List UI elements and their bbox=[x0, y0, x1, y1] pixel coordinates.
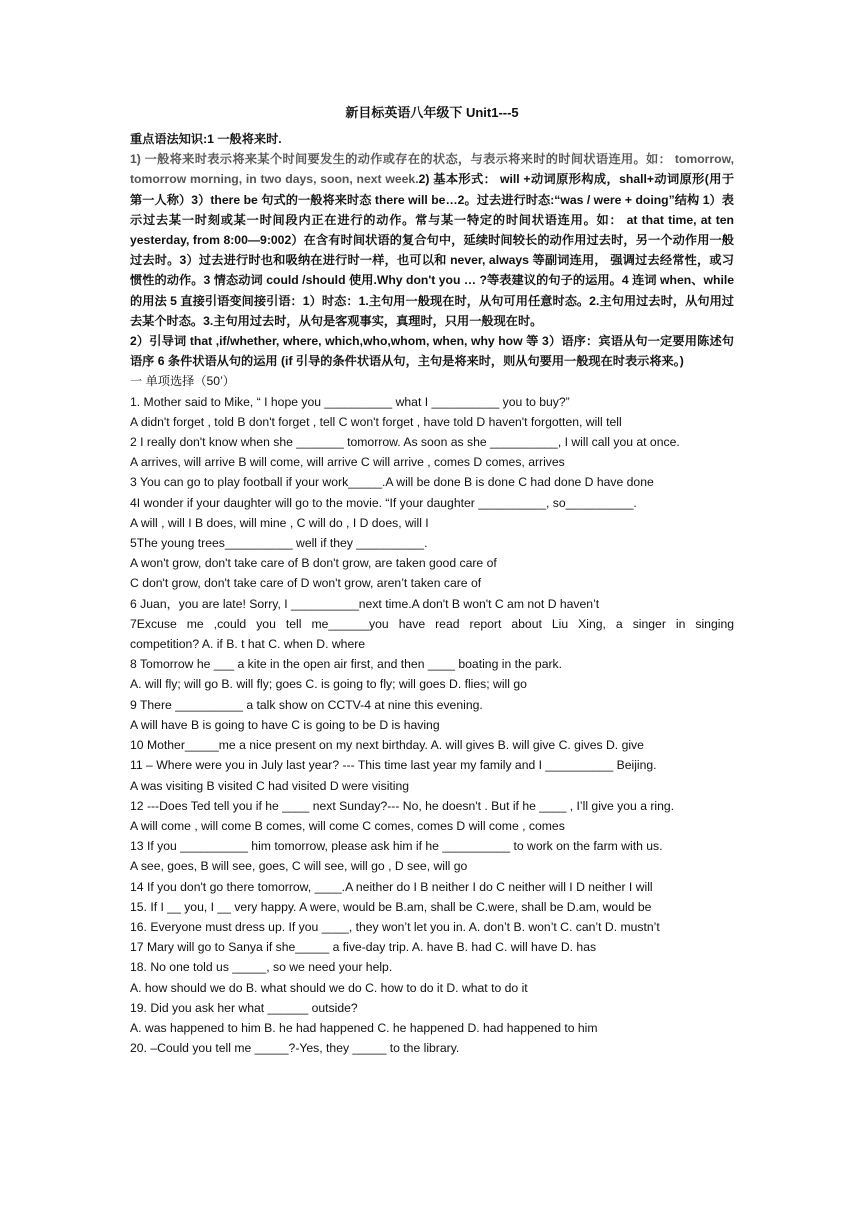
grammar-paragraph-2: 2）引导词 that ,if/whether, where, which,who,whom, when, why how 等 3）语序：宾语从句一定要用陈述句语序 6 条件状语从句的运用 (if 引导的条件状语从句，主句是将来时，则从句要用一般现在时表示将来。) bbox=[130, 334, 734, 369]
question-line: 5The young trees__________ well if they __________. bbox=[130, 536, 428, 551]
question-line: 1. Mother said to Mike, “ I hope you __________ what I __________ you to buy?” bbox=[130, 394, 570, 409]
question-line: 16. Everyone must dress up. If you ____, they won’t let you in. A. don’t B. won’t C. can’t D. mustn’t bbox=[130, 919, 660, 934]
question-line: A will , will I B does, will mine , C will do , I D does, will I bbox=[130, 515, 429, 530]
question-line: 6 Juan，you are late! Sorry, I __________next time.A don't B won't C am not D haven’t bbox=[130, 596, 600, 611]
question-line: 15. If I __ you, I __ very happy. A were, would be B.am, shall be C.were, shall be D.am, would be bbox=[130, 899, 652, 914]
question-line: 7Excuse me ,could you tell me______you have read report about Liu Xing, a singer in singing bbox=[130, 616, 734, 631]
question-line: A arrives, will arrive B will come, will arrive C will arrive , comes D comes, arrives bbox=[130, 455, 565, 470]
question-line: A didn't forget , told B don't forget , tell C won't forget , have told D haven't forgotten, will tell bbox=[130, 414, 622, 429]
section-heading: 一 单项选择（50’） bbox=[130, 374, 235, 389]
question-line: 17 Mary will go to Sanya if she_____ a five-day trip. A. have B. had C. will have D. has bbox=[130, 940, 597, 955]
question-line: 13 If you __________ him tomorrow, please ask him if he __________ to work on the farm with us. bbox=[130, 839, 663, 854]
question-line: 8 Tomorrow he ___ a kite in the open air first, and then ____ boating in the park. bbox=[130, 657, 563, 672]
question-line: 9 There __________ a talk show on CCTV-4 at nine this evening. bbox=[130, 697, 483, 712]
question-line: 12 ---Does Ted tell you if he ____ next Sunday?--- No, he doesn't . But if he ____ , I’ll give you a ring. bbox=[130, 798, 675, 813]
question-line: 10 Mother_____me a nice present on my next birthday. A. will gives B. will give C. gives D. give bbox=[130, 738, 644, 753]
question-line: A was visiting B visited C had visited D were visiting bbox=[130, 778, 410, 793]
question-list bbox=[130, 392, 734, 1059]
grammar-paragraph-1-lead: 1) 一般将来时表示将来某个时间要发生的动作或存在的状态，与表示将来时的时间状语连用。如： tomorrow, tomorrow morning, in two days, soon, next week. bbox=[130, 152, 734, 187]
question-line: A. was happened to him B. he had happened C. he happened D. had happened to him bbox=[130, 1020, 598, 1035]
question-line: 3 You can go to play football if your work_____.A will be done B is done C had done D have done bbox=[130, 475, 654, 490]
question-line: A will have B is going to have C is going to be D is having bbox=[130, 717, 440, 732]
question-line: C don't grow, don't take care of D won't grow, aren’t taken care of bbox=[130, 576, 482, 591]
question-line: 19. Did you ask her what ______ outside? bbox=[130, 1000, 358, 1015]
question-line: 2 I really don't know when she _______ tomorrow. As soon as she __________, I will call you at once. bbox=[130, 435, 680, 450]
question-line: 20. –Could you tell me _____?-Yes, they _____ to the library. bbox=[130, 1041, 460, 1056]
question-line: A will come , will come B comes, will come C comes, comes D will come , comes bbox=[130, 818, 565, 833]
question-line: A. will fly; will go B. will fly; goes C. is going to fly; will goes D. flies; will go bbox=[130, 677, 527, 692]
question-line: A see, goes, B will see, goes, C will see, will go , D see, will go bbox=[130, 859, 468, 874]
document-title: 新目标英语八年级下 Unit1---5 bbox=[345, 105, 519, 120]
question-line: 4I wonder if your daughter will go to the movie. “If your daughter __________, so__________. bbox=[130, 495, 637, 510]
grammar-paragraph-1-body: 2) 基本形式： will +动词原形构成，shall+动词原形(用于第一人称）3）there be 句式的一般将来时态 there will be…2。过去进行时态:“was / were + doing”结构 1）表示过去某一时刻或某一时间段内正在进行的动作。常与某一特定的时间状语连用。如： at that time, at ten yesterday, from 8:00—9:002）在含有时间状语的复合句中，延续时间较长的动作用过去时，另一个动作用一般过去时。3）过去进行时也和吸纳在进行时一样，也可以和 never, always 等副词连用， 强调过去经常性，或习惯性的动作。3 情态动词 could /should 使用.Why don't you … ?等表建议的句子的运用。4 连词 when、while 的用法 5 直接引语变间接引语：1）时态：1.主句用一般现在时，从句可用任意时态。2.主句用过去时，从句用过去某个时态。3.主句用过去时，从句是客观事实，真理时，只用一般现在时。 bbox=[130, 172, 735, 328]
grammar-heading: 重点语法知识:1 一般将来时. bbox=[130, 132, 282, 146]
question-line: 18. No one told us _____, so we need your help. bbox=[130, 960, 393, 975]
question-line: A. how should we do B. what should we do C. how to do it D. what to do it bbox=[130, 980, 528, 995]
grammar-paragraph-1 bbox=[130, 149, 734, 331]
question-line: 14 If you don't go there tomorrow, ____.A neither do I B neither I do C neither will I D neither I will bbox=[130, 879, 653, 894]
question-line: competition? A. if B. t hat C. when D. where bbox=[130, 637, 366, 652]
document-page bbox=[130, 103, 734, 1058]
question-line: 11 – Where were you in July last year? --- This time last year my family and I __________ Beijing. bbox=[130, 758, 657, 773]
question-line: A won't grow, don't take care of B don't grow, are taken good care of bbox=[130, 556, 497, 571]
